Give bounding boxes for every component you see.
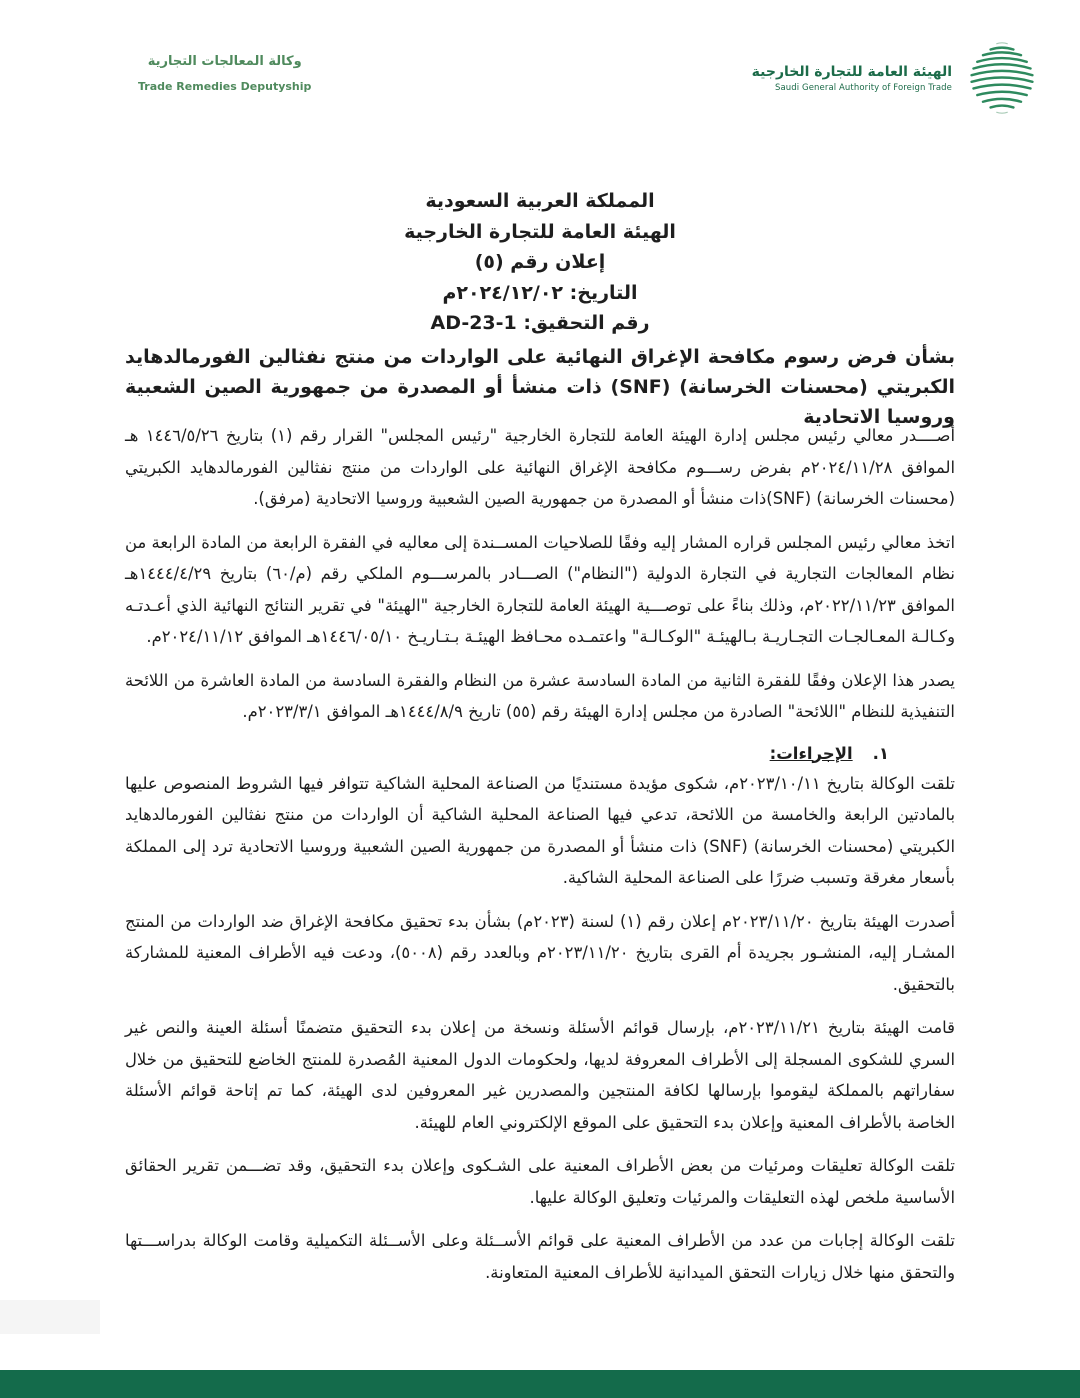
deputyship-logo — [138, 54, 311, 93]
authority-logo — [752, 40, 1040, 116]
deputyship-name-en: Trade Remedies Deputyship — [138, 80, 312, 93]
announcement-number: إعلان رقم (٥) — [474, 251, 606, 273]
paragraph-responses: تلقت الوكالة إجابات من عدد من الأطراف المعنية على قوائم الأســئلة وعلى الأســئلة التكميلية وقامت الوكالة بدراســـتها والتحقق منها خلال زيارات التحقق الميدانية للأطراف المعنية المتعاونة. — [125, 1231, 955, 1282]
footer-band — [0, 1370, 1080, 1398]
paragraph-decision: أصــــدر معالي رئيس مجلس إدارة الهيئة العامة للتجارة الخارجية "رئيس المجلس" القرار رقم (١) بتاريخ ١٤٤٦/٥/٢٦ هـ الموافق ٢٠٢٤/١١/٢٨م بفرض رســـوم مكافحة الإغراق النهائية على الواردات من منتج نفثالين الفورمالدهايد الكبريتي (محسنات الخرسانة) (SNF)ذات منشأ أو المصدرة من جمهورية الصين الشعبية وروسيا الاتحادية (مرفق). — [125, 426, 956, 508]
authority-name-en: Saudi General Authority of Foreign Trade — [774, 82, 952, 93]
section-number: ١. — [872, 743, 889, 763]
investigation-number: رقم التحقيق: AD-23-1 — [430, 312, 650, 334]
subject-heading: بشأن فرض رسوم مكافحة الإغراق النهائية على الواردات من منتج نفثالين الفورمالدهايد الكبريتي (محسنات الخرسانة) (SNF) ذات منشأ أو المصدرة من جمهورية الصين الشعبية وروسيا الاتحادية — [125, 346, 955, 428]
title-block — [0, 186, 1080, 339]
letterhead — [0, 0, 1080, 140]
section-title: الإجراءات: — [769, 743, 853, 763]
paragraph-authority: اتخذ معالي رئيس المجلس قراره المشار إليه وفقًا للصلاحيات المســندة إلى معاليه في الفقرة الرابعة من المادة الرابعة من نظام المعالجات التجارية في التجارة الدولية ("النظام") الصـــادر بالمرســـوم الملكي رقم (م/٦٠) بتاريخ ١٤٤٤/٤/٢٩هـ الموافق ٢٠٢٢/١١/٢٣م، وذلك بناءً على توصـــية الهيئة العامة للتجارة الخارجية "الهيئة" في تقرير النتائج النهائية الذي أعـدتـه وكـالـة المعـالجـات التجـاريـة بـالهيئـة "الوكـالـة" واعتمـده محـافظ الهيئـة بـتـاريـخ ١٤٤٦/٠٥/١٠هـ الموافق ٢٠٢٤/١١/١٢م. — [125, 532, 955, 646]
paragraph-initiation: أصدرت الهيئة بتاريخ ٢٠٢٣/١١/٢٠م إعلان رقم (١) لسنة (٢٠٢٣م) بشأن بدء تحقيق مكافحة الإغراق ضد الواردات من المنتج المشـار إليه، المنشـور بجريدة أم القرى بتاريخ ٢٠٢٣/١١/٢٠م وبالعدد رقم (٥٠٠٨)، ودعت فيه الأطراف المعنية للمشاركة بالتحقيق. — [125, 911, 956, 994]
sgaft-logo-icon — [964, 40, 1040, 116]
announcement-date: التاريخ: ٢٠٢٤/١٢/٠٢م — [442, 281, 638, 304]
paragraph-comments: تلقت الوكالة تعليقات ومرئيات من بعض الأطراف المعنية على الشـكوى وإعلان بدء التحقيق، وقد تضـــمن تقرير الحقائق الأساسية ملخص لهذه التعليقات والمرئيات وتعليق الوكالة عليها. — [125, 1156, 955, 1207]
paragraph-complaint: تلقت الوكالة بتاريخ ٢٠٢٣/١٠/١١م، شكوى مؤيدة مستنديًا من الصناعة المحلية الشاكية تتوافر فيها الشروط المنصوص عليها بالمادتين الرابعة والخامسة من اللائحة، تدعي فيها الصناعة المحلية الشاكية أن الواردات من منتج نفثالين الفورمالدهايد الكبريتي (محسنات الخرسانة) (SNF) ذات منشأ أو المصدرة من جمهورية الصين الشعبية وروسيا الاتحادية ترد إلى المملكة بأسعار مغرقة وتسبب ضررًا على الصناعة المحلية الشاكية. — [125, 773, 956, 887]
document-body — [125, 420, 955, 1300]
authority-title: الهيئة العامة للتجارة الخارجية — [404, 220, 676, 243]
authority-name-ar: الهيئة العامة للتجارة الخارجية — [751, 63, 952, 80]
deputyship-name-ar: وكالة المعالجات التجارية — [147, 54, 302, 69]
paragraph-legal-basis: يصدر هذا الإعلان وفقًا للفقرة الثانية من المادة السادسة عشرة من النظام والفقرة السادسة من المادة العاشرة من اللائحة التنفيذية للنظام "اللائحة" الصادرة من مجلس إدارة الهيئة رقم (٥٥) تاريخ ١٤٤٤/٨/٩هـ الموافق ٢٠٢٣/٣/١م. — [125, 670, 955, 721]
kingdom-name: المملكة العربية السعودية — [425, 190, 655, 212]
paragraph-questionnaires: قامت الهيئة بتاريخ ٢٠٢٣/١١/٢١م، بإرسال قوائم الأسئلة ونسخة من إعلان بدء التحقيق متضمنًا أسئلة العينة والنص غير السري للشكوى المسجلة إلى الأطراف المعروفة لديها، ولحكومات الدول المعنية المُصدرة للمنتج الخاضع للتحقيق من خلال سفاراتهم بالمملكة ليقوموا بإرسالها لكافة المنتجين والمصدرين غير المعروفين لدى الهيئة، كما تم إتاحة قوائم الأسئلة الخاصة بالأطراف المعنية وإعلان بدء التحقيق على الموقع الإلكتروني العام للهيئة. — [125, 1018, 955, 1132]
footer-blank-box — [0, 1300, 100, 1334]
section-heading-procedures — [125, 740, 955, 768]
